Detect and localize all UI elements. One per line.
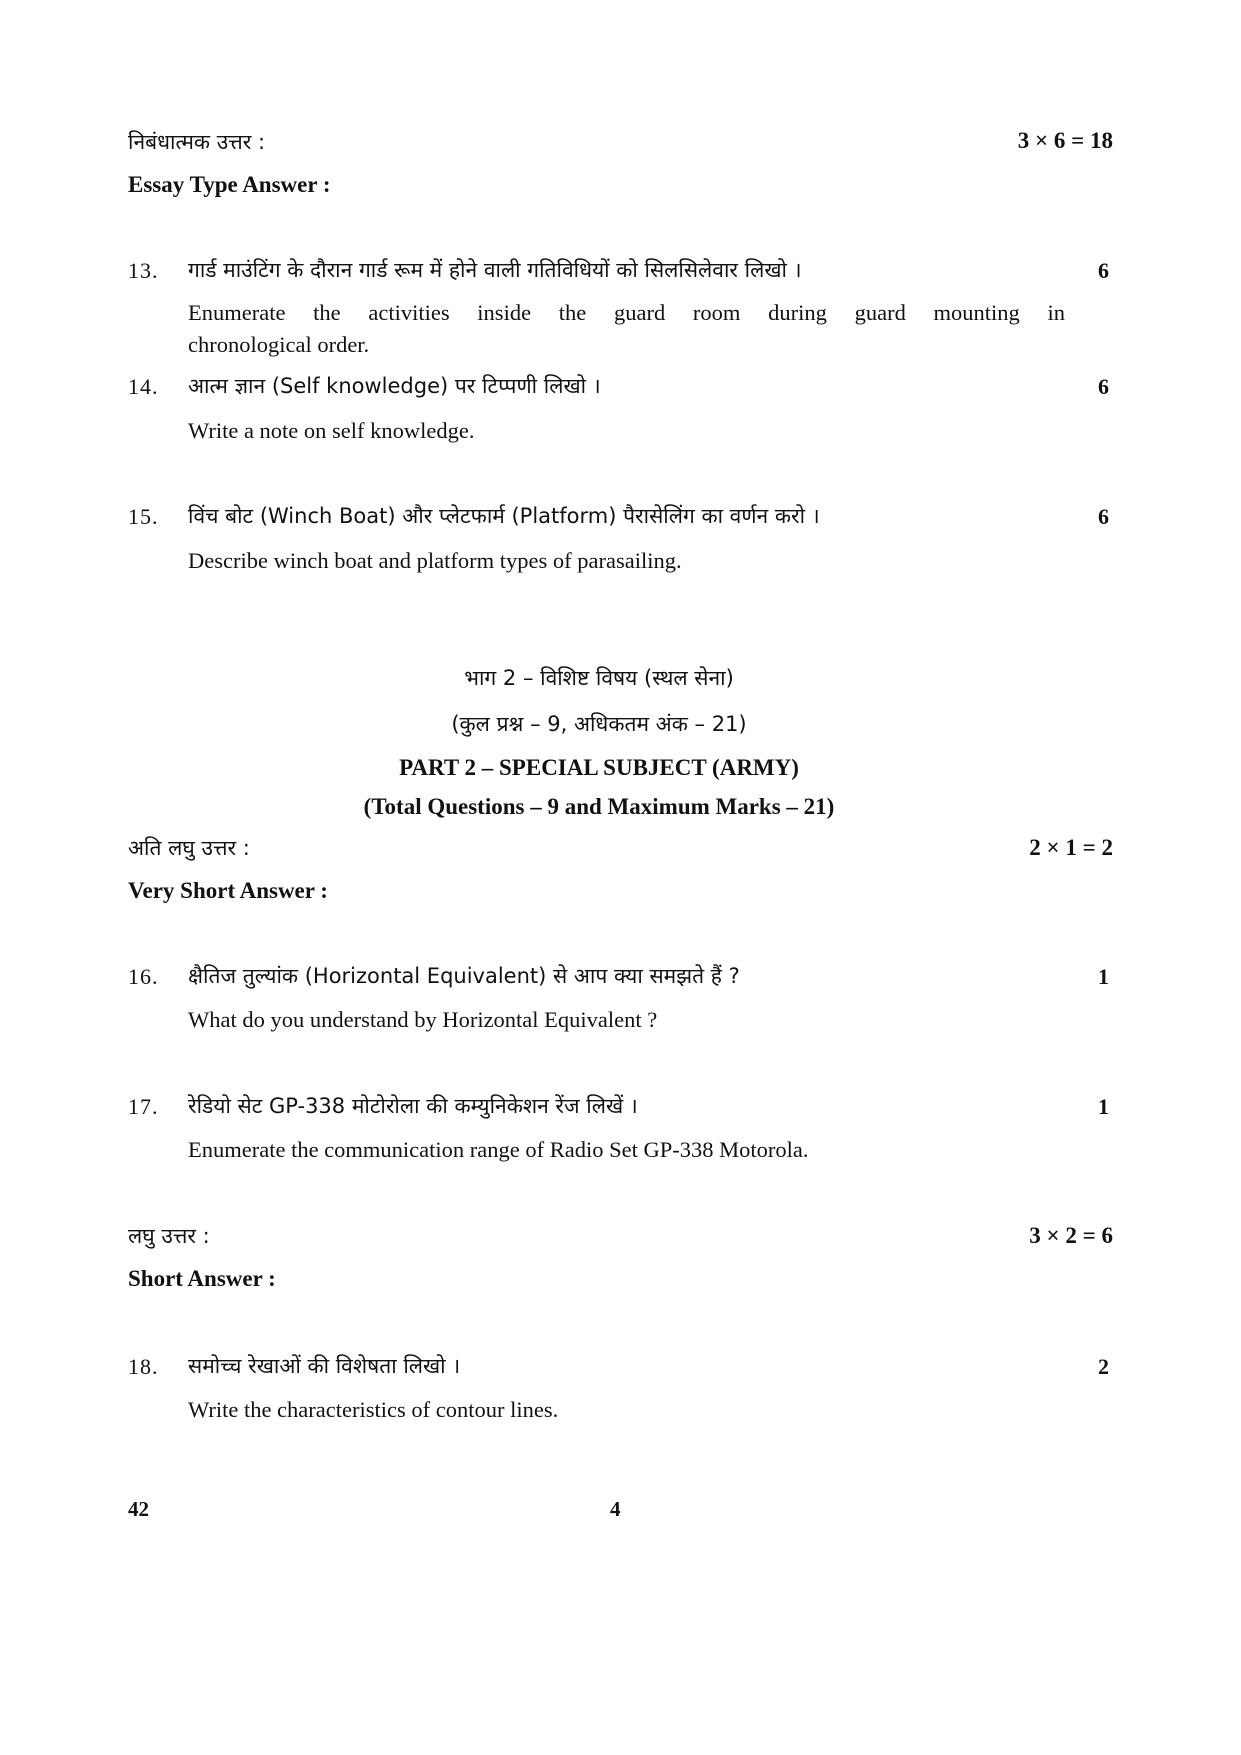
question-number: 13.	[128, 258, 159, 283]
question-text-english-line2: chronological order.	[188, 332, 370, 357]
footer-paper-code: 42	[128, 1497, 149, 1521]
footer-page-number: 4	[610, 1497, 621, 1521]
question-number: 18.	[128, 1354, 159, 1379]
question-number: 14.	[128, 374, 159, 399]
essay-section-title-english: Essay Type Answer :	[128, 172, 331, 197]
question-text-hindi: क्षैतिज तुल्यांक (Horizontal Equivalent) से आप क्या समझते हैं ?	[188, 964, 740, 988]
part2-subheading-hindi: (कुल प्रश्न – 9, अधिकतम अंक – 21)	[451, 712, 747, 736]
question-text-english: Write the characteristics of contour lines.	[188, 1397, 559, 1422]
question-text-hindi: रेडियो सेट GP-338 मोटोरोला की कम्युनिकेशन रेंज लिखें ।	[188, 1094, 638, 1118]
short-section-title-hindi: लघु उत्तर :	[128, 1224, 210, 1248]
question-marks: 6	[1098, 374, 1109, 399]
question-marks: 6	[1098, 504, 1109, 529]
short-marks-formula: 3 × 2 = 6	[1029, 1223, 1113, 1248]
question-text-english: Write a note on self knowledge.	[188, 418, 475, 443]
very-short-marks-formula: 2 × 1 = 2	[1029, 835, 1113, 860]
question-text-hindi: विंच बोट (Winch Boat) और प्लेटफार्म (Platform) पैरासेलिंग का वर्णन करो ।	[188, 504, 820, 528]
question-text-english: Describe winch boat and platform types of parasailing.	[188, 548, 682, 573]
very-short-section-title-hindi: अति लघु उत्तर :	[128, 836, 250, 860]
question-marks: 2	[1098, 1354, 1109, 1379]
question-number: 16.	[128, 964, 159, 989]
question-marks: 1	[1098, 1094, 1109, 1119]
short-section-title-english: Short Answer :	[128, 1266, 276, 1291]
part2-subheading-english: (Total Questions – 9 and Maximum Marks – 21)	[363, 794, 835, 819]
question-marks: 6	[1098, 258, 1109, 283]
question-number: 17.	[128, 1094, 159, 1119]
essay-section-title-hindi: निबंधात्मक उत्तर :	[128, 130, 266, 154]
essay-marks-formula: 3 × 6 = 18	[1017, 128, 1113, 153]
question-text-english-line1: Enumerate the activities inside the guard room during guard mounting in	[188, 300, 1065, 325]
part2-heading-hindi: भाग 2 – विशिष्ट विषय (स्थल सेना)	[464, 666, 734, 690]
question-marks: 1	[1098, 964, 1109, 989]
question-text-hindi: आत्म ज्ञान (Self knowledge) पर टिप्पणी लिखो ।	[188, 374, 601, 398]
question-text-hindi: गार्ड माउंटिंग के दौरान गार्ड रूम में होने वाली गतिविधियों को सिलसिलेवार लिखो ।	[188, 258, 802, 282]
question-text-english: What do you understand by Horizontal Equivalent ?	[188, 1007, 658, 1032]
very-short-section-title-english: Very Short Answer :	[128, 878, 328, 903]
question-text-hindi: समोच्च रेखाओं की विशेषता लिखो ।	[188, 1354, 461, 1378]
part2-heading-english: PART 2 – SPECIAL SUBJECT (ARMY)	[399, 755, 799, 780]
question-number: 15.	[128, 504, 159, 529]
question-text-english: Enumerate the communication range of Radio Set GP-338 Motorola.	[188, 1137, 809, 1162]
